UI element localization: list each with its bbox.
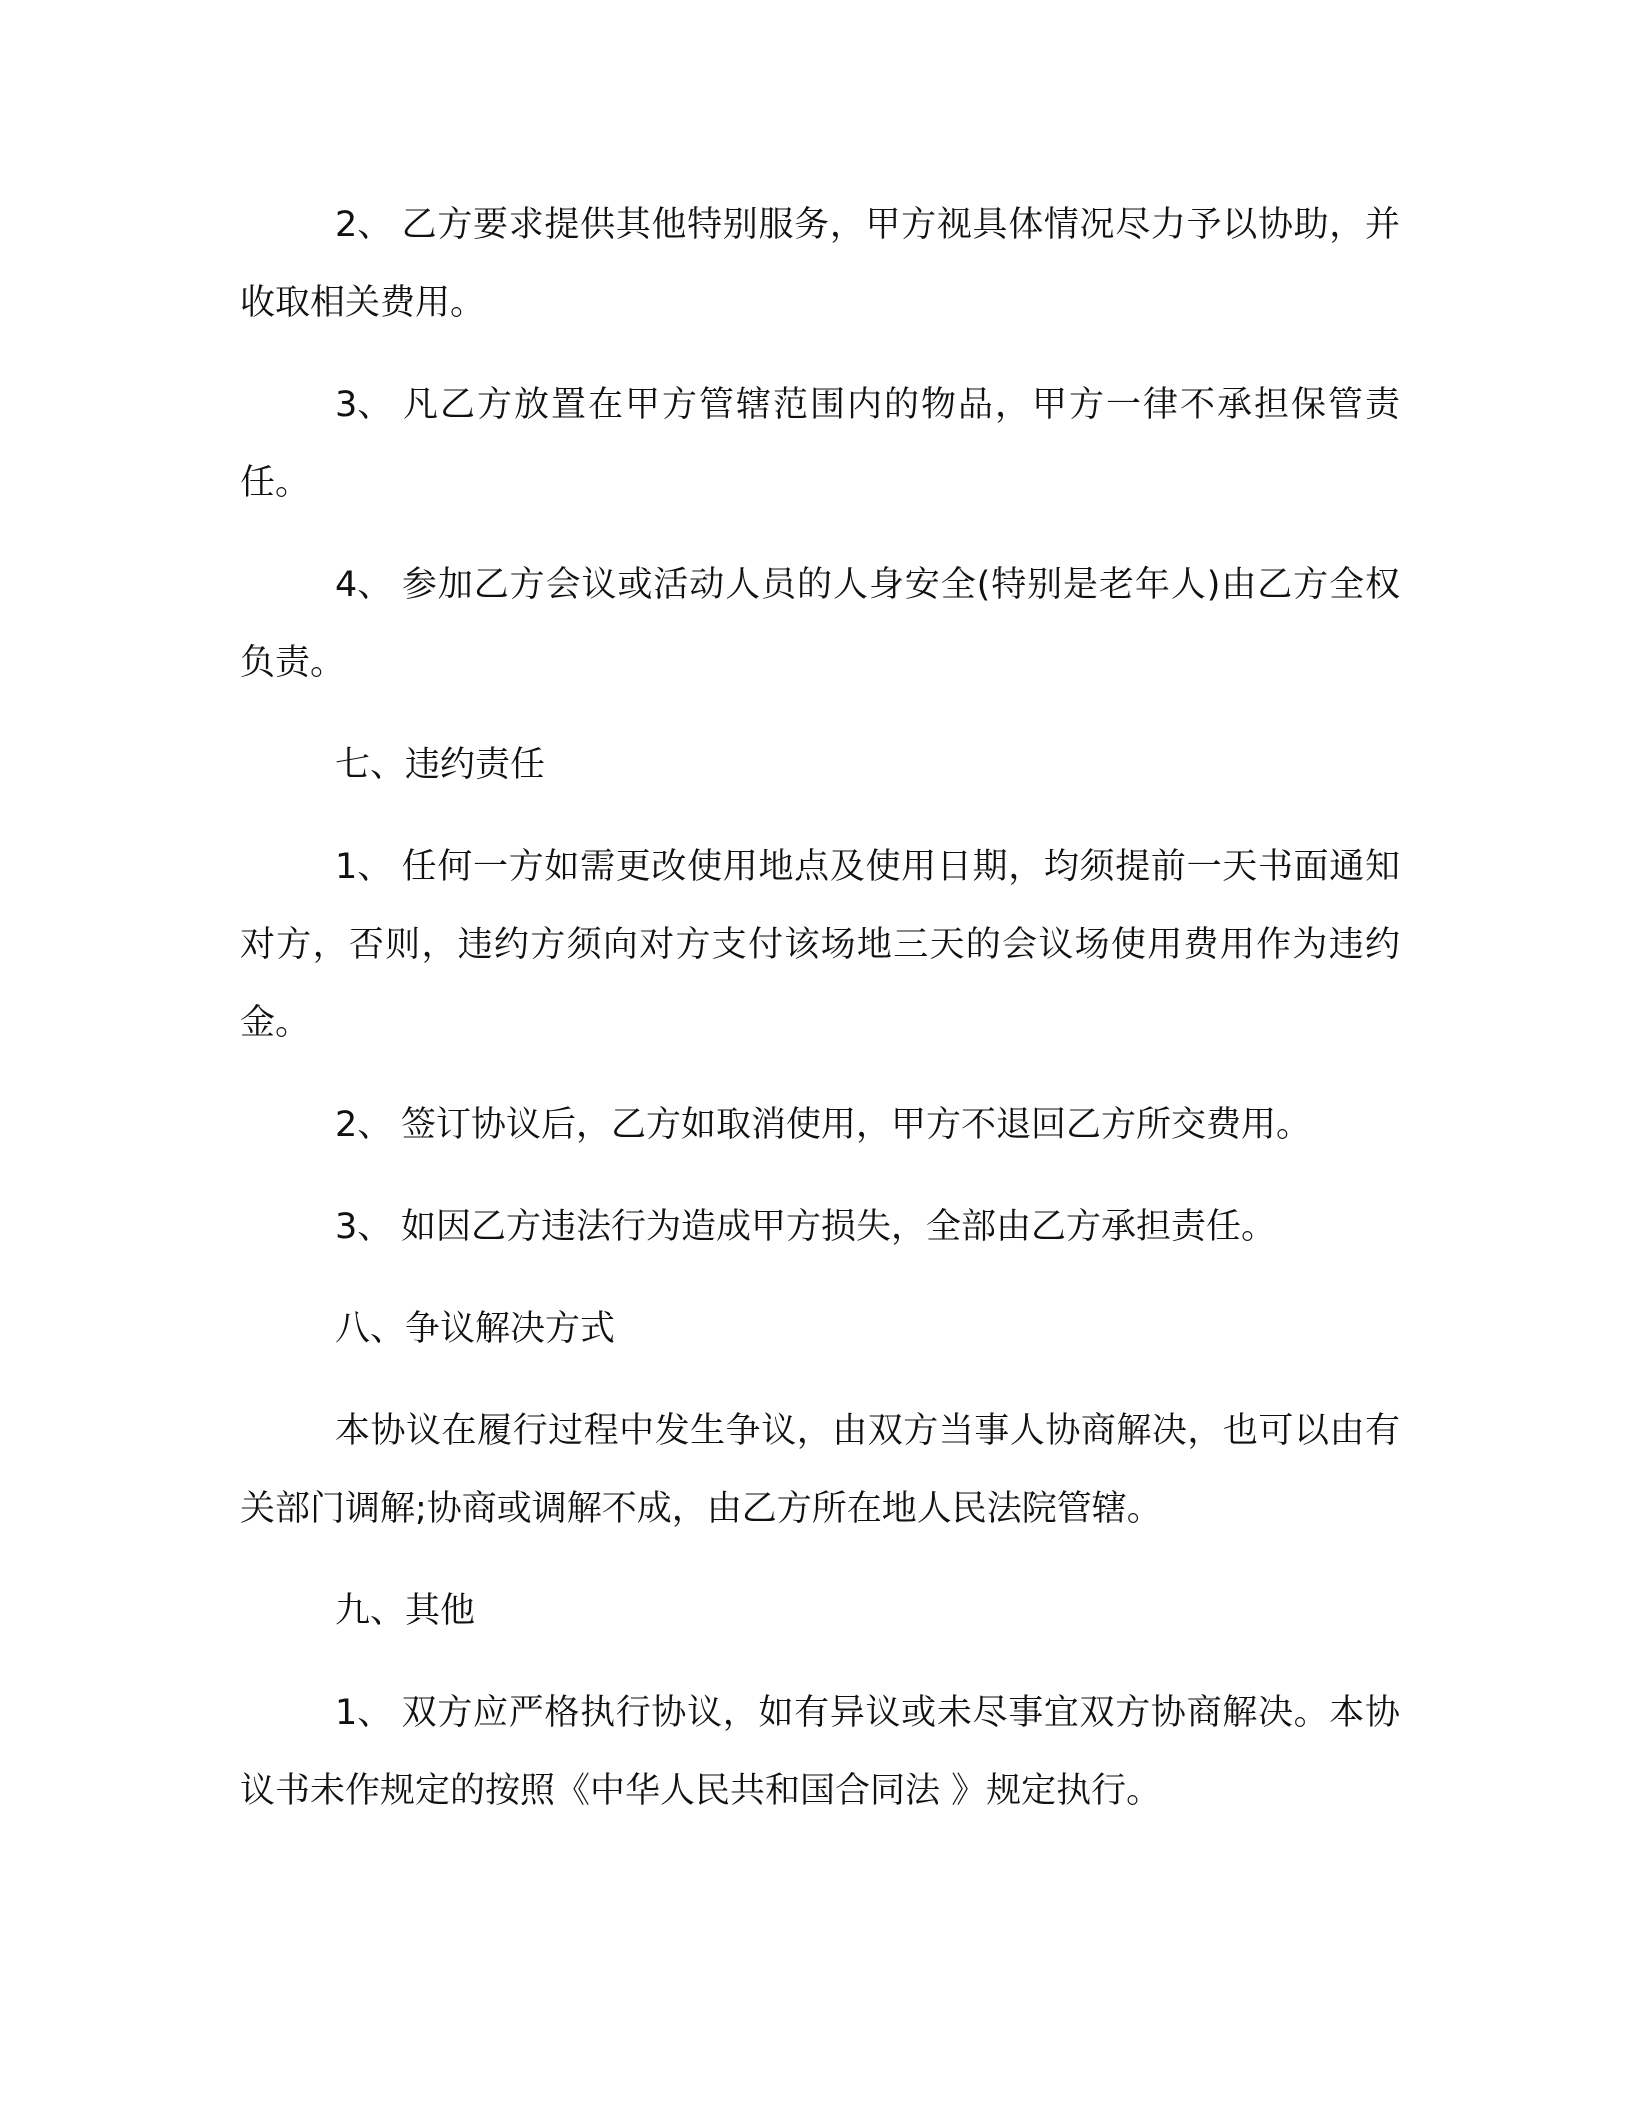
clause-number: 2、 <box>335 1105 393 1145</box>
section-heading-dispute: 八、争议解决方式 <box>335 1309 616 1349</box>
clause-paragraph <box>240 366 1400 522</box>
clause-text: 签订协议后，乙方如取消使用，甲方不退回乙方所交费用。 <box>401 1105 1312 1145</box>
clause-text: 如因乙方违法行为造成甲方损失，全部由乙方承担责任。 <box>401 1207 1277 1247</box>
clause-number: 1、 <box>335 847 393 887</box>
document-body <box>240 186 1400 1854</box>
clause-paragraph <box>240 1086 1400 1164</box>
clause-paragraph <box>240 828 1400 1062</box>
clause-paragraph <box>240 1674 1400 1830</box>
clause-text: 双方应严格执行协议，如有异议或未尽事宜双方协商解决。本协议书未作规定的按照《中华人民共和国合同法 》规定执行。 <box>240 1693 1400 1811</box>
clause-number: 4、 <box>335 565 393 605</box>
clause-paragraph <box>240 546 1400 702</box>
clause-text: 参加乙方会议或活动人员的人身安全(特别是老年人)由乙方全权负责。 <box>240 565 1400 683</box>
dispute-paragraph: 本协议在履行过程中发生争议，由双方当事人协商解决，也可以由有关部门调解;协商或调解不成，由乙方所在地人民法院管辖。 <box>240 1411 1400 1529</box>
clause-number: 3、 <box>335 1207 393 1247</box>
clause-text: 任何一方如需更改使用地点及使用日期，均须提前一天书面通知对方，否则，违约方须向对方支付该场地三天的会议场使用费用作为违约金。 <box>240 847 1400 1043</box>
clause-number: 3、 <box>335 385 393 425</box>
section-heading-other: 九、其他 <box>335 1591 476 1631</box>
clause-number: 2、 <box>335 205 393 245</box>
clause-number: 1、 <box>335 1693 393 1733</box>
section-heading-breach: 七、违约责任 <box>335 745 546 785</box>
clause-paragraph <box>240 1188 1400 1266</box>
clause-text: 凡乙方放置在甲方管辖范围内的物品，甲方一律不承担保管责任。 <box>240 385 1400 503</box>
clause-paragraph <box>240 186 1400 342</box>
clause-text: 乙方要求提供其他特别服务，甲方视具体情况尽力予以协助，并收取相关费用。 <box>240 205 1400 323</box>
